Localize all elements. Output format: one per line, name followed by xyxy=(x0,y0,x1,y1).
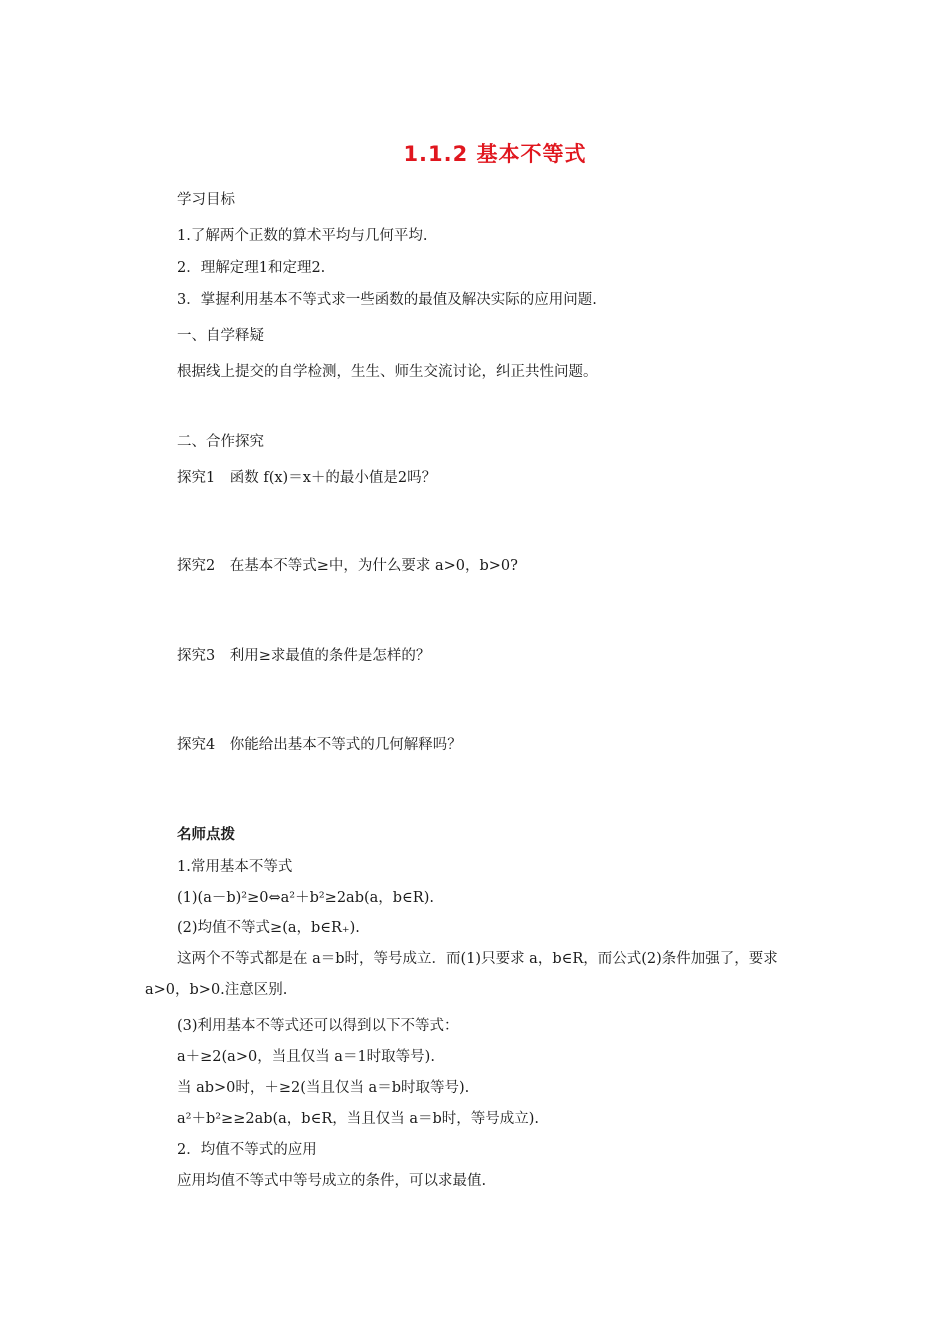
exploration-1: 探究1 函数 f(x)＝x＋的最小值是2吗？ xyxy=(177,470,437,486)
exploration-2: 探究2 在基本不等式≥中，为什么要求 a>0，b>0? xyxy=(177,558,518,574)
tips-line-6: a＋≥2(a>0，当且仅当 a＝1时取等号). xyxy=(177,1049,435,1065)
tips-line-7: 当 ab>0时，＋≥2(当且仅当 a＝b时取等号). xyxy=(177,1080,470,1096)
cooperation-heading: 二、合作探究 xyxy=(177,434,264,450)
tips-line-2: (1)(a－b)²≥0⇔a²＋b²≥2ab(a，b∈R). xyxy=(177,890,434,906)
exploration-3: 探究3 利用≥求最值的条件是怎样的？ xyxy=(177,648,431,664)
self-study-heading: 一、自学释疑 xyxy=(177,328,264,344)
page-title: 1.1.2 基本不等式 xyxy=(403,142,587,166)
objective-item-1: 1.了解两个正数的算术平均与几何平均. xyxy=(177,228,428,244)
self-study-text: 根据线上提交的自学检测，生生、师生交流讨论，纠正共性问题。 xyxy=(177,364,598,380)
tips-line-3: (2)均值不等式≥(a，b∈R₊). xyxy=(177,920,360,936)
tips-line-9: 2．均值不等式的应用 xyxy=(177,1142,317,1158)
objective-item-2: 2．理解定理1和定理2. xyxy=(177,260,326,276)
tips-paragraph: 这两个不等式都是在 a＝b时，等号成立．而(1)只要求 a，b∈R，而公式(2)条件加强了，要求 a>0，b>0.注意区别. xyxy=(145,951,778,998)
tips-heading: 名师点拨 xyxy=(177,827,235,843)
tips-line-5: (3)利用基本不等式还可以得到以下不等式： xyxy=(177,1018,459,1034)
tips-line-8: a²＋b²≥≥2ab(a，b∈R，当且仅当 a＝b时，等号成立). xyxy=(177,1111,540,1127)
objectives-heading: 学习目标 xyxy=(177,192,235,208)
exploration-4: 探究4 你能给出基本不等式的几何解释吗？ xyxy=(177,737,462,753)
tips-line-10: 应用均值不等式中等号成立的条件，可以求最值. xyxy=(177,1173,487,1189)
objective-item-3: 3．掌握利用基本不等式求一些函数的最值及解决实际的应用问题. xyxy=(177,292,597,308)
tips-line-1: 1.常用基本不等式 xyxy=(177,859,293,875)
